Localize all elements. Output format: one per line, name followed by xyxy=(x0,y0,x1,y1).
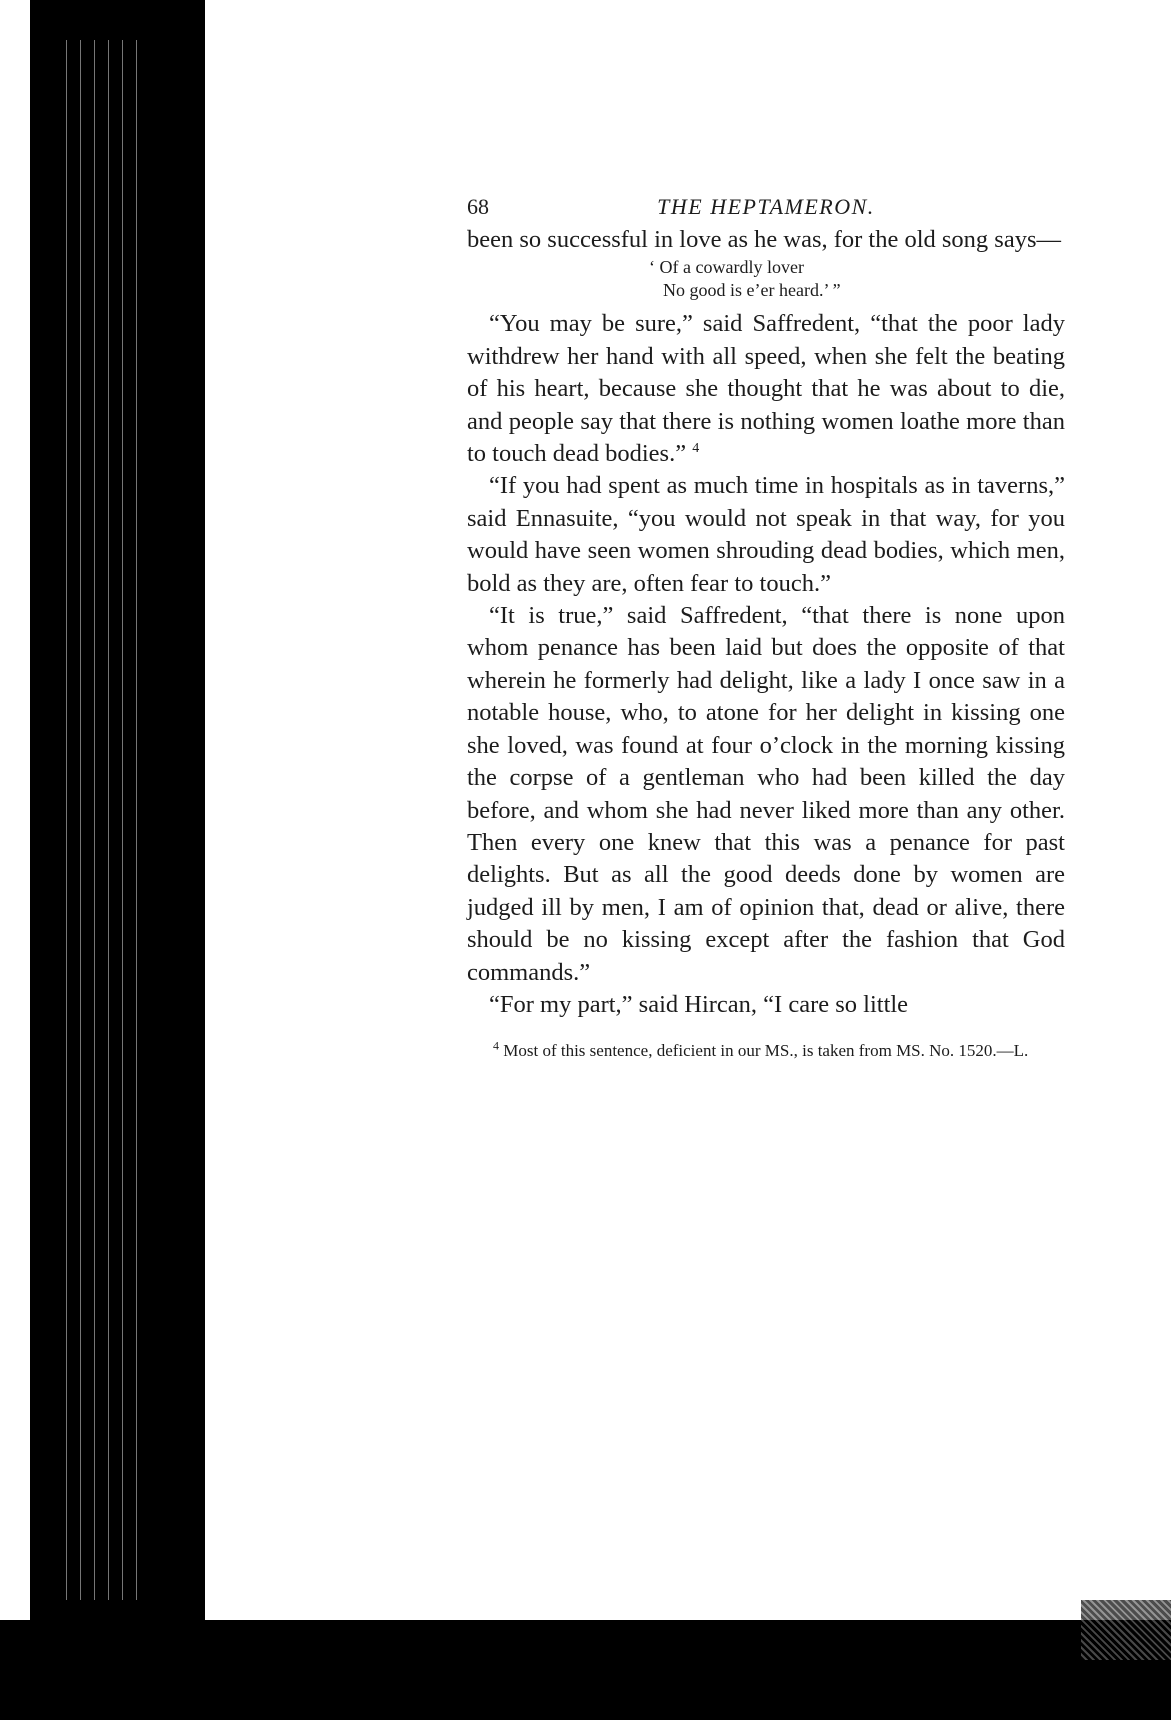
footnote xyxy=(467,1039,1065,1063)
paragraph: been so successful in love as he was, for the old song says— xyxy=(467,226,1062,253)
verse-line: ‘ Of a cowardly lover xyxy=(649,257,804,278)
body-text xyxy=(467,224,1065,1021)
running-head xyxy=(467,190,1065,224)
footnote-reference: 4 xyxy=(692,440,700,456)
verse-quote xyxy=(467,256,1065,302)
paragraph-text: “You may be sure,” said Saffredent, “that the poor lady withdrew her hand with all speed, when she felt the beating of his heart, because she thought that he was about to die, and people say that there is nothing women loathe more than to touch dead bodies.” xyxy=(467,310,1065,468)
paragraph: “If you had spent as much time in hospitals as in taverns,” said Ennasuite, “you would not speak in that way, for you would have seen women shrouding dead bodies, which men, bold as they are, often fear to touch.” xyxy=(467,472,1065,597)
binding-right-edge xyxy=(196,0,204,1620)
book-page xyxy=(467,190,1065,1063)
footnote-text: Most of this sentence, deficient in our MS., is taken from MS. No. 1520.—L. xyxy=(503,1041,1029,1061)
paragraph: “It is true,” said Saffredent, “that there is none upon whom penance has been laid but does the opposite of that wherein he formerly had delight, like a lady I once saw in a notable house, who, to atone for her delight in kissing one she loved, was found at four o’clock in the morning kissing the corpse of a gentleman who had been killed the day before, and whom she had never liked more than any other. Then every one knew that this was a penance for past delights. But as all the good deeds done by women are judged ill by men, I am of opinion that, dead or alive, there should be no kissing except after the fashion that God commands.” xyxy=(467,602,1065,986)
footnote-mark: 4 xyxy=(493,1038,499,1053)
running-title: THE HEPTAMERON. xyxy=(657,194,875,219)
scan-bottom-edge xyxy=(0,1620,1171,1720)
binding-page-edges xyxy=(60,40,140,1600)
paragraph xyxy=(467,308,1065,470)
page-number: 68 xyxy=(467,194,489,219)
verse-line: No good is e’er heard.’ ” xyxy=(663,280,841,301)
paragraph: “For my part,” said Hircan, “I care so little xyxy=(489,990,909,1018)
